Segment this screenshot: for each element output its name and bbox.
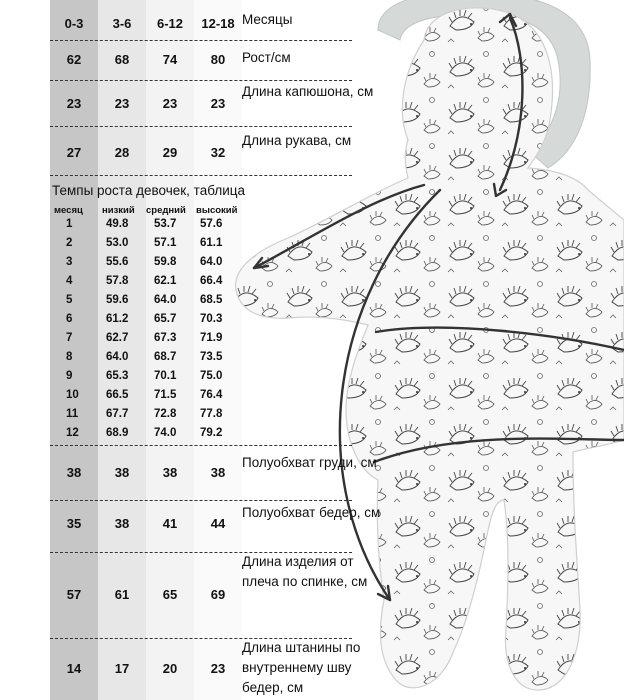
size-value: 35 xyxy=(66,516,82,531)
growth-cell: 64.0 xyxy=(154,294,177,306)
growth-cell: 59.6 xyxy=(106,294,129,306)
size-value: 41 xyxy=(162,516,178,531)
size-value: 17 xyxy=(114,661,130,676)
growth-cell: 1 xyxy=(66,218,73,230)
growth-cell: 64.0 xyxy=(200,256,223,268)
growth-cell: 5 xyxy=(66,294,73,306)
size-value: 44 xyxy=(210,516,226,531)
growth-cell: 65.3 xyxy=(106,370,129,382)
growth-cell: 7 xyxy=(66,332,73,344)
growth-row xyxy=(50,275,250,294)
size-value: 61 xyxy=(114,587,130,602)
size-value: 62 xyxy=(66,52,82,67)
growth-cell: 57.8 xyxy=(106,275,129,287)
size-value: 38 xyxy=(210,465,226,480)
size-value: 69 xyxy=(210,587,226,602)
growth-header-avg: средний xyxy=(146,205,186,216)
row-divider xyxy=(50,40,352,41)
growth-cell: 67.7 xyxy=(106,408,129,420)
growth-row xyxy=(50,313,250,332)
size-row-label: Рост/см xyxy=(242,50,291,65)
growth-row xyxy=(50,218,250,237)
growth-row xyxy=(50,294,250,313)
size-value: 29 xyxy=(162,145,178,160)
row-divider xyxy=(50,175,352,176)
size-value: 12-18 xyxy=(201,16,235,31)
size-value: 23 xyxy=(210,96,226,111)
size-value: 28 xyxy=(114,145,130,160)
size-row-label: Длина изделия от плеча по спинке, см xyxy=(242,554,368,589)
size-value: 74 xyxy=(162,52,178,67)
growth-cell: 8 xyxy=(66,351,73,363)
size-value: 57 xyxy=(66,587,82,602)
size-value: 65 xyxy=(162,587,178,602)
growth-cell: 57.6 xyxy=(200,218,223,230)
growth-row xyxy=(50,351,250,370)
growth-cell: 68.5 xyxy=(200,294,223,306)
growth-cell: 71.5 xyxy=(154,389,177,401)
growth-cell: 2 xyxy=(66,237,73,249)
growth-row xyxy=(50,370,250,389)
size-value: 68 xyxy=(114,52,130,67)
growth-cell: 55.6 xyxy=(106,256,129,268)
growth-header-low: низкий xyxy=(102,205,135,216)
row-divider xyxy=(50,80,352,81)
growth-cell: 66.4 xyxy=(200,275,223,287)
growth-row xyxy=(50,408,250,427)
growth-cell: 76.4 xyxy=(200,389,223,401)
growth-cell: 6 xyxy=(66,313,73,325)
size-value: 80 xyxy=(210,52,226,67)
size-value: 6-12 xyxy=(156,16,184,31)
growth-header-month: месяц xyxy=(54,205,83,216)
growth-cell: 73.5 xyxy=(200,351,223,363)
size-value: 32 xyxy=(210,145,226,160)
growth-cell: 61.1 xyxy=(200,237,223,249)
growth-cell: 72.8 xyxy=(154,408,177,420)
row-divider xyxy=(50,638,352,639)
growth-cell: 62.7 xyxy=(106,332,129,344)
growth-cell: 59.8 xyxy=(154,256,177,268)
growth-cell: 53.0 xyxy=(106,237,129,249)
growth-cell: 49.8 xyxy=(106,218,129,230)
growth-header-high: высокий xyxy=(196,205,238,216)
size-value: 23 xyxy=(66,96,82,111)
growth-cell: 61.2 xyxy=(106,313,129,325)
size-value: 38 xyxy=(162,465,178,480)
growth-cell: 77.8 xyxy=(200,408,223,420)
growth-cell: 10 xyxy=(66,389,79,401)
growth-cell: 62.1 xyxy=(154,275,177,287)
growth-cell: 74.0 xyxy=(154,427,177,439)
size-value: 38 xyxy=(114,516,130,531)
size-row-label: Месяцы xyxy=(242,12,293,27)
growth-cell: 3 xyxy=(66,256,73,268)
snowsuit-illustration xyxy=(228,0,624,700)
growth-cell: 65.7 xyxy=(154,313,177,325)
growth-cell: 68.7 xyxy=(154,351,177,363)
growth-row xyxy=(50,256,250,275)
size-value: 23 xyxy=(114,96,130,111)
row-divider xyxy=(50,500,352,501)
growth-cell: 67.3 xyxy=(154,332,177,344)
size-row-label: Полуобхват бедер, см xyxy=(242,505,381,520)
growth-cell: 4 xyxy=(66,275,73,287)
size-value: 20 xyxy=(162,661,178,676)
size-value: 3-6 xyxy=(112,16,132,31)
size-value: 27 xyxy=(66,145,82,160)
growth-cell: 79.2 xyxy=(200,427,223,439)
growth-cell: 57.1 xyxy=(154,237,177,249)
size-value: 38 xyxy=(66,465,82,480)
growth-cell: 12 xyxy=(66,427,79,439)
growth-cell: 68.9 xyxy=(106,427,129,439)
growth-cell: 9 xyxy=(66,370,73,382)
row-divider xyxy=(50,445,352,446)
size-row-label: Длина рукава, см xyxy=(242,133,352,148)
growth-cell: 64.0 xyxy=(106,351,129,363)
row-divider xyxy=(50,126,352,127)
size-value: 38 xyxy=(114,465,130,480)
growth-cell: 11 xyxy=(66,408,79,420)
size-value: 0-3 xyxy=(64,16,84,31)
growth-row xyxy=(50,389,250,408)
size-row-label: Полуобхват груди, см xyxy=(242,455,377,470)
row-divider xyxy=(50,552,352,553)
growth-cell: 70.3 xyxy=(200,313,223,325)
growth-row xyxy=(50,332,250,351)
size-value: 23 xyxy=(210,661,226,676)
growth-row xyxy=(50,237,250,256)
size-row-label: Длина штанины по внутреннему шву бедер, см xyxy=(242,640,361,695)
growth-cell: 66.5 xyxy=(106,389,129,401)
growth-cell: 53.7 xyxy=(154,218,177,230)
growth-table-title: Темпы роста девочек, таблица xyxy=(52,183,245,198)
growth-cell: 75.0 xyxy=(200,370,223,382)
growth-cell: 71.9 xyxy=(200,332,223,344)
size-row-label: Длина капюшона, см xyxy=(242,84,374,99)
size-value: 14 xyxy=(66,661,82,676)
growth-row xyxy=(50,427,250,446)
size-value: 23 xyxy=(162,96,178,111)
growth-cell: 70.1 xyxy=(154,370,177,382)
